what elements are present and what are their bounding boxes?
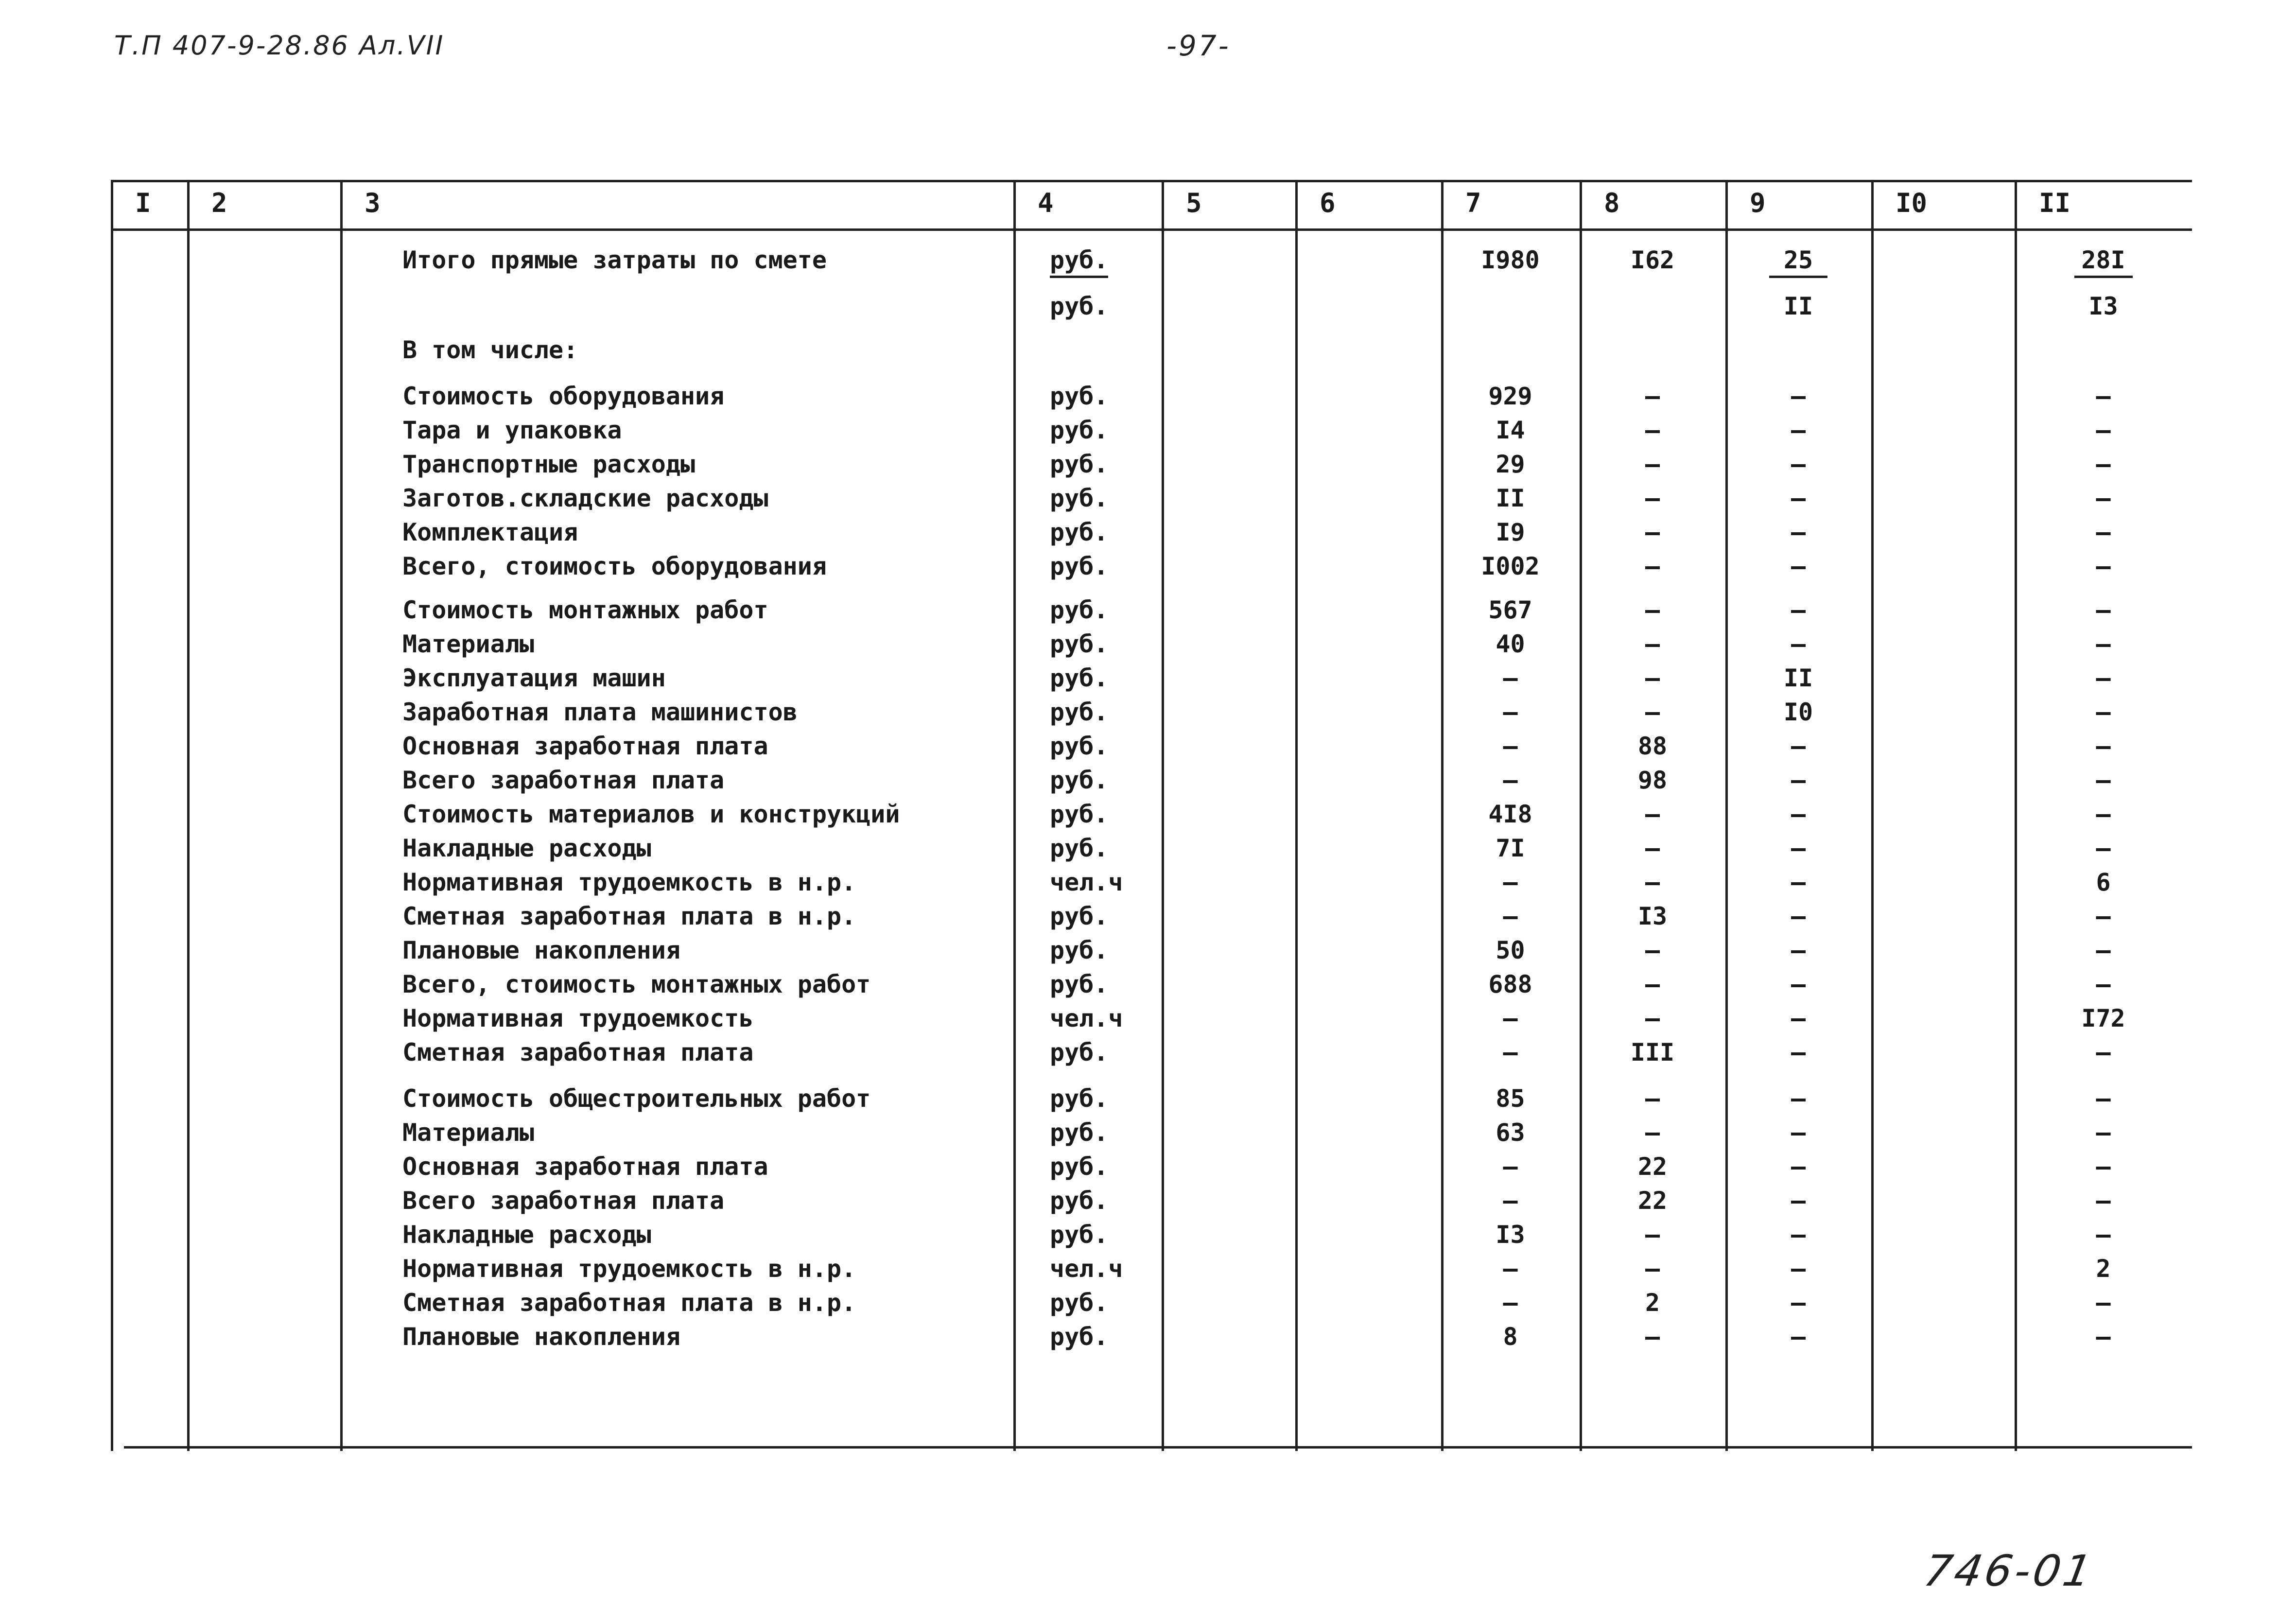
row-unit: руб. xyxy=(1050,1118,1109,1147)
value-col-7: – xyxy=(1503,902,1518,930)
value-col-8: – xyxy=(1645,1255,1660,1283)
row-label: Накладные расходы xyxy=(402,1221,651,1249)
value-col-7: – xyxy=(1503,1038,1518,1066)
column-header: 7 xyxy=(1465,188,1481,218)
value-col-8: – xyxy=(1645,484,1660,512)
value-col-9: – xyxy=(1791,596,1806,624)
value-col-8: – xyxy=(1645,1118,1660,1147)
page-number: -97- xyxy=(1166,29,1231,62)
row-label: Заработная плата машинистов xyxy=(402,698,798,726)
value-col-7: 40 xyxy=(1496,630,1525,658)
value-col-7: I4 xyxy=(1496,416,1525,444)
value-col-11: – xyxy=(2096,698,2111,726)
value-col-9: I0 xyxy=(1783,698,1813,726)
row-label: Сметная заработная плата в н.р. xyxy=(402,1289,856,1317)
document-code: Т.П 407-9-28.86 Ал.VII xyxy=(114,30,445,61)
row-unit: руб. xyxy=(1050,450,1109,478)
value-col-7: – xyxy=(1503,868,1518,896)
row-unit: руб. xyxy=(1050,552,1109,580)
value-col-8: – xyxy=(1645,518,1660,546)
column-header: 3 xyxy=(365,188,381,218)
value-col-8: – xyxy=(1645,664,1660,692)
row-unit: руб. xyxy=(1050,800,1109,828)
value-col-11: – xyxy=(2096,936,2111,964)
row-label: В том числе: xyxy=(402,336,578,364)
column-header: 8 xyxy=(1604,188,1620,218)
row-label: Сметная заработная плата в н.р. xyxy=(402,902,856,930)
column-divider xyxy=(111,180,113,1451)
column-divider xyxy=(187,180,190,1451)
value-col-8: 22 xyxy=(1637,1153,1668,1181)
value-col-7: – xyxy=(1503,1255,1518,1283)
value-col-11: – xyxy=(2096,1187,2111,1215)
row-unit: руб. xyxy=(1050,902,1109,930)
column-divider xyxy=(1295,180,1298,1451)
row-label: Всего, стоимость монтажных работ xyxy=(402,970,871,998)
value-col-8: – xyxy=(1645,834,1660,862)
value-col-7: 63 xyxy=(1496,1118,1525,1147)
value-col-9: – xyxy=(1791,1038,1806,1066)
value-col-9: II xyxy=(1783,292,1813,320)
column-header: 4 xyxy=(1038,188,1054,218)
row-label: Материалы xyxy=(402,630,534,658)
value-col-8: 22 xyxy=(1637,1187,1668,1215)
value-col-11: – xyxy=(2096,970,2111,998)
value-col-8: – xyxy=(1645,596,1660,624)
header-bottom-rule xyxy=(111,228,2192,231)
row-unit: руб. xyxy=(1050,1153,1109,1181)
value-col-7: – xyxy=(1503,1289,1518,1317)
row-unit: руб. xyxy=(1050,292,1109,320)
row-unit: руб. xyxy=(1050,698,1109,726)
row-unit: руб. xyxy=(1050,484,1109,512)
value-col-8: – xyxy=(1645,630,1660,658)
value-col-9: – xyxy=(1791,1255,1806,1283)
column-divider xyxy=(340,180,343,1451)
value-col-9: – xyxy=(1791,1004,1806,1032)
value-col-9: – xyxy=(1791,382,1806,410)
value-col-7: I002 xyxy=(1481,552,1540,580)
value-col-9: – xyxy=(1791,450,1806,478)
value-col-7: 8 xyxy=(1503,1323,1518,1351)
row-unit: руб. xyxy=(1050,936,1109,964)
column-header: I0 xyxy=(1896,188,1928,218)
value-col-8: – xyxy=(1645,698,1660,726)
value-col-8: – xyxy=(1645,1084,1660,1113)
value-col-7: I3 xyxy=(1496,1221,1525,1249)
value-col-9: – xyxy=(1791,834,1806,862)
row-unit: руб. xyxy=(1050,1289,1109,1317)
value-col-11: – xyxy=(2096,518,2111,546)
value-col-11: – xyxy=(2096,630,2111,658)
row-unit: руб. xyxy=(1050,1038,1109,1066)
value-col-7: – xyxy=(1503,698,1518,726)
value-col-11: – xyxy=(2096,1323,2111,1351)
value-col-8: I3 xyxy=(1637,902,1668,930)
value-col-9: – xyxy=(1791,902,1806,930)
value-col-8: – xyxy=(1645,1323,1660,1351)
value-col-8: – xyxy=(1645,970,1660,998)
row-label: Нормативная трудоемкость в н.р. xyxy=(402,868,856,896)
row-label: Сметная заработная плата xyxy=(402,1038,754,1066)
value-col-8: – xyxy=(1645,450,1660,478)
value-col-11: – xyxy=(2096,902,2111,930)
value-col-9: – xyxy=(1791,732,1806,760)
row-label: Стоимость материалов и конструкций xyxy=(402,800,900,828)
value-col-8: – xyxy=(1645,416,1660,444)
row-unit: руб. xyxy=(1050,630,1109,658)
row-label: Эксплуатация машин xyxy=(402,664,666,692)
value-col-8: – xyxy=(1645,382,1660,410)
row-unit: руб. xyxy=(1050,1084,1109,1113)
row-label: Всего заработная плата xyxy=(402,1187,725,1215)
value-col-8: – xyxy=(1645,936,1660,964)
value-col-8: I62 xyxy=(1630,246,1675,274)
value-col-8: – xyxy=(1645,1221,1660,1249)
table-bottom-rule xyxy=(124,1446,2192,1449)
value-col-8: – xyxy=(1645,868,1660,896)
value-col-11: – xyxy=(2096,484,2111,512)
column-divider xyxy=(1871,180,1874,1451)
value-col-11: – xyxy=(2096,800,2111,828)
value-col-9: – xyxy=(1791,936,1806,964)
value-col-9: – xyxy=(1791,766,1806,794)
value-col-11: – xyxy=(2096,732,2111,760)
column-header: I xyxy=(135,188,151,218)
value-col-7: – xyxy=(1503,1153,1518,1181)
value-col-11: – xyxy=(2096,1118,2111,1147)
value-col-9: 25 xyxy=(1769,245,1827,278)
row-label: Плановые накопления xyxy=(402,936,680,964)
value-col-7: – xyxy=(1503,1004,1518,1032)
value-col-9: – xyxy=(1791,484,1806,512)
value-col-11: 6 xyxy=(2096,868,2111,896)
value-col-8: – xyxy=(1645,800,1660,828)
value-col-9: – xyxy=(1791,1221,1806,1249)
value-col-9: – xyxy=(1791,1153,1806,1181)
value-col-7: – xyxy=(1503,1187,1518,1215)
row-label: Стоимость монтажных работ xyxy=(402,596,768,624)
row-unit: руб. xyxy=(1050,834,1109,862)
column-header: 5 xyxy=(1186,188,1202,218)
value-col-7: – xyxy=(1503,766,1518,794)
value-col-7: 4I8 xyxy=(1488,800,1532,828)
row-label: Материалы xyxy=(402,1118,534,1147)
value-col-9: – xyxy=(1791,1323,1806,1351)
value-col-11: – xyxy=(2096,1084,2111,1113)
row-unit: руб. xyxy=(1050,664,1109,692)
value-col-11: I3 xyxy=(2088,292,2118,320)
value-col-7: 29 xyxy=(1496,450,1525,478)
row-label: Всего заработная плата xyxy=(402,766,725,794)
column-divider xyxy=(1013,180,1016,1451)
value-col-11: – xyxy=(2096,766,2111,794)
column-header: 9 xyxy=(1750,188,1766,218)
value-col-7: 567 xyxy=(1488,596,1532,624)
value-col-11: – xyxy=(2096,1038,2111,1066)
row-label: Стоимость общестроительных работ xyxy=(402,1084,871,1113)
value-col-7: – xyxy=(1503,732,1518,760)
row-label: Плановые накопления xyxy=(402,1323,680,1351)
value-col-7: 85 xyxy=(1496,1084,1525,1113)
value-col-11: – xyxy=(2096,450,2111,478)
value-col-11: – xyxy=(2096,382,2111,410)
value-col-11: – xyxy=(2096,596,2111,624)
row-unit: чел.ч xyxy=(1050,1004,1123,1032)
row-label: Нормативная трудоемкость в н.р. xyxy=(402,1255,856,1283)
value-col-8: 88 xyxy=(1637,732,1668,760)
row-unit: руб. xyxy=(1050,1187,1109,1215)
row-label: Стоимость оборудования xyxy=(402,382,725,410)
row-unit: руб. xyxy=(1050,1323,1109,1351)
value-col-7: II xyxy=(1496,484,1525,512)
row-unit: чел.ч xyxy=(1050,868,1123,896)
value-col-8: – xyxy=(1645,1004,1660,1032)
value-col-9: – xyxy=(1791,1187,1806,1215)
value-col-7: 7I xyxy=(1496,834,1525,862)
row-unit: руб. xyxy=(1050,732,1109,760)
value-col-8: III xyxy=(1630,1038,1675,1066)
value-col-9: – xyxy=(1791,1289,1806,1317)
value-col-7: – xyxy=(1503,664,1518,692)
value-col-11: – xyxy=(2096,834,2111,862)
row-unit: руб. xyxy=(1050,970,1109,998)
value-col-9: – xyxy=(1791,1118,1806,1147)
value-col-9: – xyxy=(1791,518,1806,546)
value-col-9: – xyxy=(1791,1084,1806,1113)
table-top-rule xyxy=(111,180,2192,182)
row-unit: руб. xyxy=(1050,766,1109,794)
value-col-11: – xyxy=(2096,664,2111,692)
value-col-11: – xyxy=(2096,1153,2111,1181)
row-label: Тара и упаковка xyxy=(402,416,622,444)
row-label: Основная заработная плата xyxy=(402,1153,768,1181)
value-col-9: – xyxy=(1791,868,1806,896)
row-label: Комплектация xyxy=(402,518,578,546)
value-col-7: I9 xyxy=(1496,518,1525,546)
value-col-9: – xyxy=(1791,552,1806,580)
row-label: Нормативная трудоемкость xyxy=(402,1004,754,1032)
value-col-9: – xyxy=(1791,970,1806,998)
row-unit: руб. xyxy=(1050,416,1109,444)
value-col-11: I72 xyxy=(2081,1004,2125,1032)
value-col-7: 688 xyxy=(1488,970,1532,998)
row-label: Основная заработная плата xyxy=(402,732,768,760)
value-col-7: I980 xyxy=(1481,246,1540,274)
value-col-11: 28I xyxy=(2074,245,2133,278)
row-label: Всего, стоимость оборудования xyxy=(402,552,827,580)
row-unit: руб. xyxy=(1050,596,1109,624)
value-col-8: – xyxy=(1645,552,1660,580)
value-col-9: – xyxy=(1791,416,1806,444)
value-col-8: 98 xyxy=(1637,766,1668,794)
row-label: Накладные расходы xyxy=(402,834,651,862)
value-col-11: 2 xyxy=(2096,1255,2111,1283)
row-unit: руб. xyxy=(1050,1221,1109,1249)
row-label: Заготов.складские расходы xyxy=(402,484,768,512)
value-col-8: 2 xyxy=(1645,1289,1660,1317)
value-col-9: – xyxy=(1791,800,1806,828)
column-divider xyxy=(1162,180,1164,1451)
row-label: Транспортные расходы xyxy=(402,450,696,478)
sheet-stamp: 746-01 xyxy=(1920,1546,2098,1596)
value-col-9: II xyxy=(1783,664,1813,692)
column-header: 2 xyxy=(211,188,227,218)
value-col-11: – xyxy=(2096,552,2111,580)
value-col-7: 929 xyxy=(1488,382,1532,410)
column-header: 6 xyxy=(1320,188,1336,218)
column-header: II xyxy=(2039,188,2071,218)
row-unit: руб. xyxy=(1050,382,1109,410)
value-col-7: 50 xyxy=(1496,936,1525,964)
value-col-11: – xyxy=(2096,1221,2111,1249)
row-unit: руб. xyxy=(1050,518,1109,546)
row-unit: руб. xyxy=(1050,245,1108,278)
row-unit: чел.ч xyxy=(1050,1255,1123,1283)
value-col-11: – xyxy=(2096,1289,2111,1317)
row-label: Итого прямые затраты по смете xyxy=(402,246,827,274)
value-col-11: – xyxy=(2096,416,2111,444)
value-col-9: – xyxy=(1791,630,1806,658)
